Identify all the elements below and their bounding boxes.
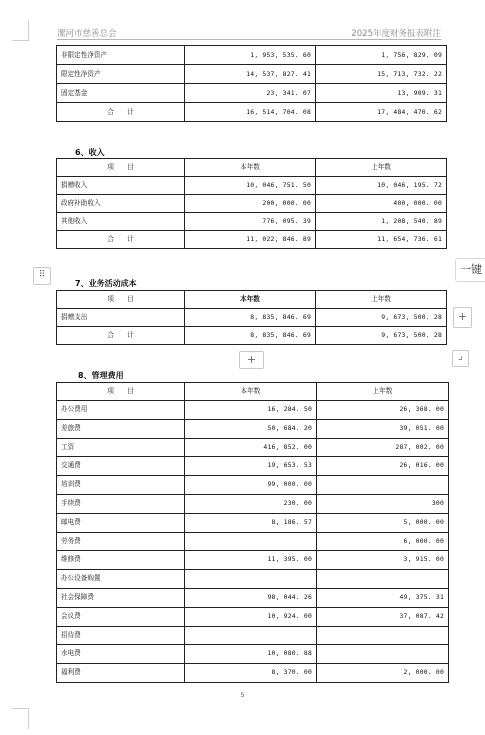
current-year-value (185, 570, 317, 589)
page-number: 5 (240, 691, 245, 699)
drag-handle-icon: ⠿ (38, 270, 46, 280)
current-year-value: 16, 284. 50 (185, 401, 317, 420)
previous-year-value: 3, 915. 00 (317, 551, 449, 570)
add-row-button[interactable] (453, 307, 472, 328)
current-year-value (185, 626, 317, 645)
current-year-value: 776, 095. 39 (185, 213, 316, 231)
table-row (57, 46, 447, 65)
current-year-value: 8, 186. 57 (185, 513, 317, 532)
table-header-row (57, 159, 447, 177)
current-year-value: 8, 370. 00 (185, 664, 317, 683)
current-year-value: 19, 653. 53 (185, 457, 317, 476)
table-row (57, 84, 447, 103)
table-row (57, 401, 449, 420)
previous-year-value: 37, 087. 42 (317, 607, 449, 626)
table-row (57, 570, 449, 589)
row-label: 培训费 (57, 476, 185, 495)
previous-year-value: 287, 002. 00 (317, 438, 449, 457)
previous-year-value: 1, 756, 829. 09 (316, 46, 447, 65)
row-label: 福利费 (57, 664, 185, 683)
previous-year-value (317, 645, 449, 664)
current-year-value: 1, 953, 535. 60 (185, 46, 316, 65)
table-row (57, 177, 447, 195)
previous-year-value: 39, 051. 00 (317, 419, 449, 438)
table-row (57, 419, 449, 438)
previous-year-value (317, 476, 449, 495)
row-label: 办公费用 (57, 401, 185, 420)
column-header-previous-year: 上年数 (317, 383, 449, 401)
row-label: 限定性净资产 (57, 65, 185, 84)
header-org-name: 漯河市慈善总会 (57, 29, 117, 39)
current-year-value: 8, 835, 846. 69 (185, 327, 316, 345)
business-cost-table (56, 290, 447, 345)
table-row (57, 457, 449, 476)
table-header-row (57, 291, 447, 309)
table-row (57, 438, 449, 457)
section-title-business-cost: 7、业务活动成本 (75, 279, 137, 288)
previous-year-value: 49, 375. 31 (317, 588, 449, 607)
row-label: 劳务费 (57, 532, 185, 551)
table-row (57, 65, 447, 84)
current-year-value: 50, 684. 20 (185, 419, 317, 438)
previous-year-value: 10, 046, 195. 72 (316, 177, 447, 195)
table-total-row (57, 103, 447, 122)
column-header-current-year: 本年数 (185, 159, 316, 177)
column-header-previous-year: 上年数 (316, 159, 447, 177)
management-expenses-table (56, 382, 449, 683)
drag-handle[interactable] (33, 267, 51, 285)
net-assets-table (56, 45, 447, 122)
resize-icon: ⌟ (458, 351, 463, 362)
plus-icon: + (457, 310, 468, 323)
table-header-row (57, 383, 449, 401)
previous-year-value (317, 570, 449, 589)
previous-year-value: 26, 368. 00 (317, 401, 449, 420)
current-year-value: 10, 080. 88 (185, 645, 317, 664)
row-label: 合 计 (57, 231, 185, 249)
row-label: 维修费 (57, 551, 185, 570)
row-label: 其他收入 (57, 213, 185, 231)
header-report-title: 2025年度财务报表附注 (351, 29, 441, 39)
row-label: 邮电费 (57, 513, 185, 532)
table-row (57, 195, 447, 213)
row-label: 交通费 (57, 457, 185, 476)
previous-year-value: 26, 016. 00 (317, 457, 449, 476)
previous-year-value: 17, 484, 470. 62 (316, 103, 447, 122)
column-header-item: 项 目 (57, 383, 185, 401)
table-row (57, 513, 449, 532)
section-title-income: 6、收入 (75, 148, 105, 157)
previous-year-value: 15, 713, 732. 22 (316, 65, 447, 84)
row-label: 合 计 (57, 103, 185, 122)
previous-year-value: 6, 000. 00 (317, 532, 449, 551)
current-year-value: 230. 00 (185, 494, 317, 513)
row-label: 水电费 (57, 645, 185, 664)
table-total-row (57, 231, 447, 249)
previous-year-value: 11, 654, 736. 61 (316, 231, 447, 249)
row-label: 招待费 (57, 626, 185, 645)
corner-mark-bottom-left (12, 708, 29, 729)
table-row (57, 588, 449, 607)
previous-year-value: 5, 000. 00 (317, 513, 449, 532)
previous-year-value: 300 (317, 494, 449, 513)
resize-handle[interactable] (452, 350, 469, 367)
table-row (57, 626, 449, 645)
previous-year-value: 9, 673, 500. 28 (316, 327, 447, 345)
current-year-value: 11, 022, 846. 89 (185, 231, 316, 249)
row-label: 社会保障费 (57, 588, 185, 607)
previous-year-value (317, 626, 449, 645)
table-row (57, 213, 447, 231)
current-year-value: 416, 852. 00 (185, 438, 317, 457)
current-year-value: 10, 046, 751. 50 (185, 177, 316, 195)
current-year-value: 200, 000. 00 (185, 195, 316, 213)
current-year-value (185, 532, 317, 551)
current-year-value: 98, 044. 26 (185, 588, 317, 607)
row-label: 合 计 (57, 327, 185, 345)
row-label: 差旅费 (57, 419, 185, 438)
page-header (57, 27, 441, 40)
previous-year-value: 13, 909. 31 (316, 84, 447, 103)
previous-year-value: 2, 000. 00 (317, 664, 449, 683)
table-row (57, 532, 449, 551)
row-label: 政府补助收入 (57, 195, 185, 213)
column-header-item: 项 目 (57, 159, 185, 177)
row-label: 固定基金 (57, 84, 185, 103)
table-total-row (57, 327, 447, 345)
row-label: 办公设备购置 (57, 570, 185, 589)
section-title-management-expenses: 8、管理费用 (78, 371, 124, 380)
one-click-button[interactable]: 一键 (455, 258, 485, 282)
column-header-current-year: 本年数 (185, 383, 317, 401)
column-header-previous-year: 上年数 (316, 291, 447, 309)
previous-year-value: 9, 673, 500. 28 (316, 309, 447, 327)
table-row (57, 551, 449, 570)
row-label: 会议费 (57, 607, 185, 626)
current-year-value: 23, 341. 07 (185, 84, 316, 103)
current-year-value: 10, 924. 00 (185, 607, 317, 626)
table-row (57, 664, 449, 683)
current-year-value: 99, 000. 00 (185, 476, 317, 495)
table-row (57, 494, 449, 513)
table-row (57, 476, 449, 495)
row-label: 手续费 (57, 494, 185, 513)
current-year-value: 11, 395. 00 (185, 551, 317, 570)
current-year-value: 14, 537, 827. 41 (185, 65, 316, 84)
row-label: 捐赠支出 (57, 309, 185, 327)
add-row-below-button[interactable] (239, 351, 264, 369)
table-row (57, 309, 447, 327)
income-table (56, 158, 447, 249)
plus-icon: + (246, 353, 257, 366)
previous-year-value: 1, 208, 540. 89 (316, 213, 447, 231)
table-row (57, 607, 449, 626)
row-label: 非限定性净资产 (57, 46, 185, 65)
column-header-current-year: 本年数 (185, 291, 316, 309)
corner-mark-top-left (12, 20, 29, 41)
row-label: 工资 (57, 438, 185, 457)
previous-year-value: 400, 000. 00 (316, 195, 447, 213)
table-row (57, 645, 449, 664)
current-year-value: 16, 514, 704. 08 (185, 103, 316, 122)
column-header-item: 项 目 (57, 291, 185, 309)
current-year-value: 8, 835, 846. 69 (185, 309, 316, 327)
row-label: 捐赠收入 (57, 177, 185, 195)
